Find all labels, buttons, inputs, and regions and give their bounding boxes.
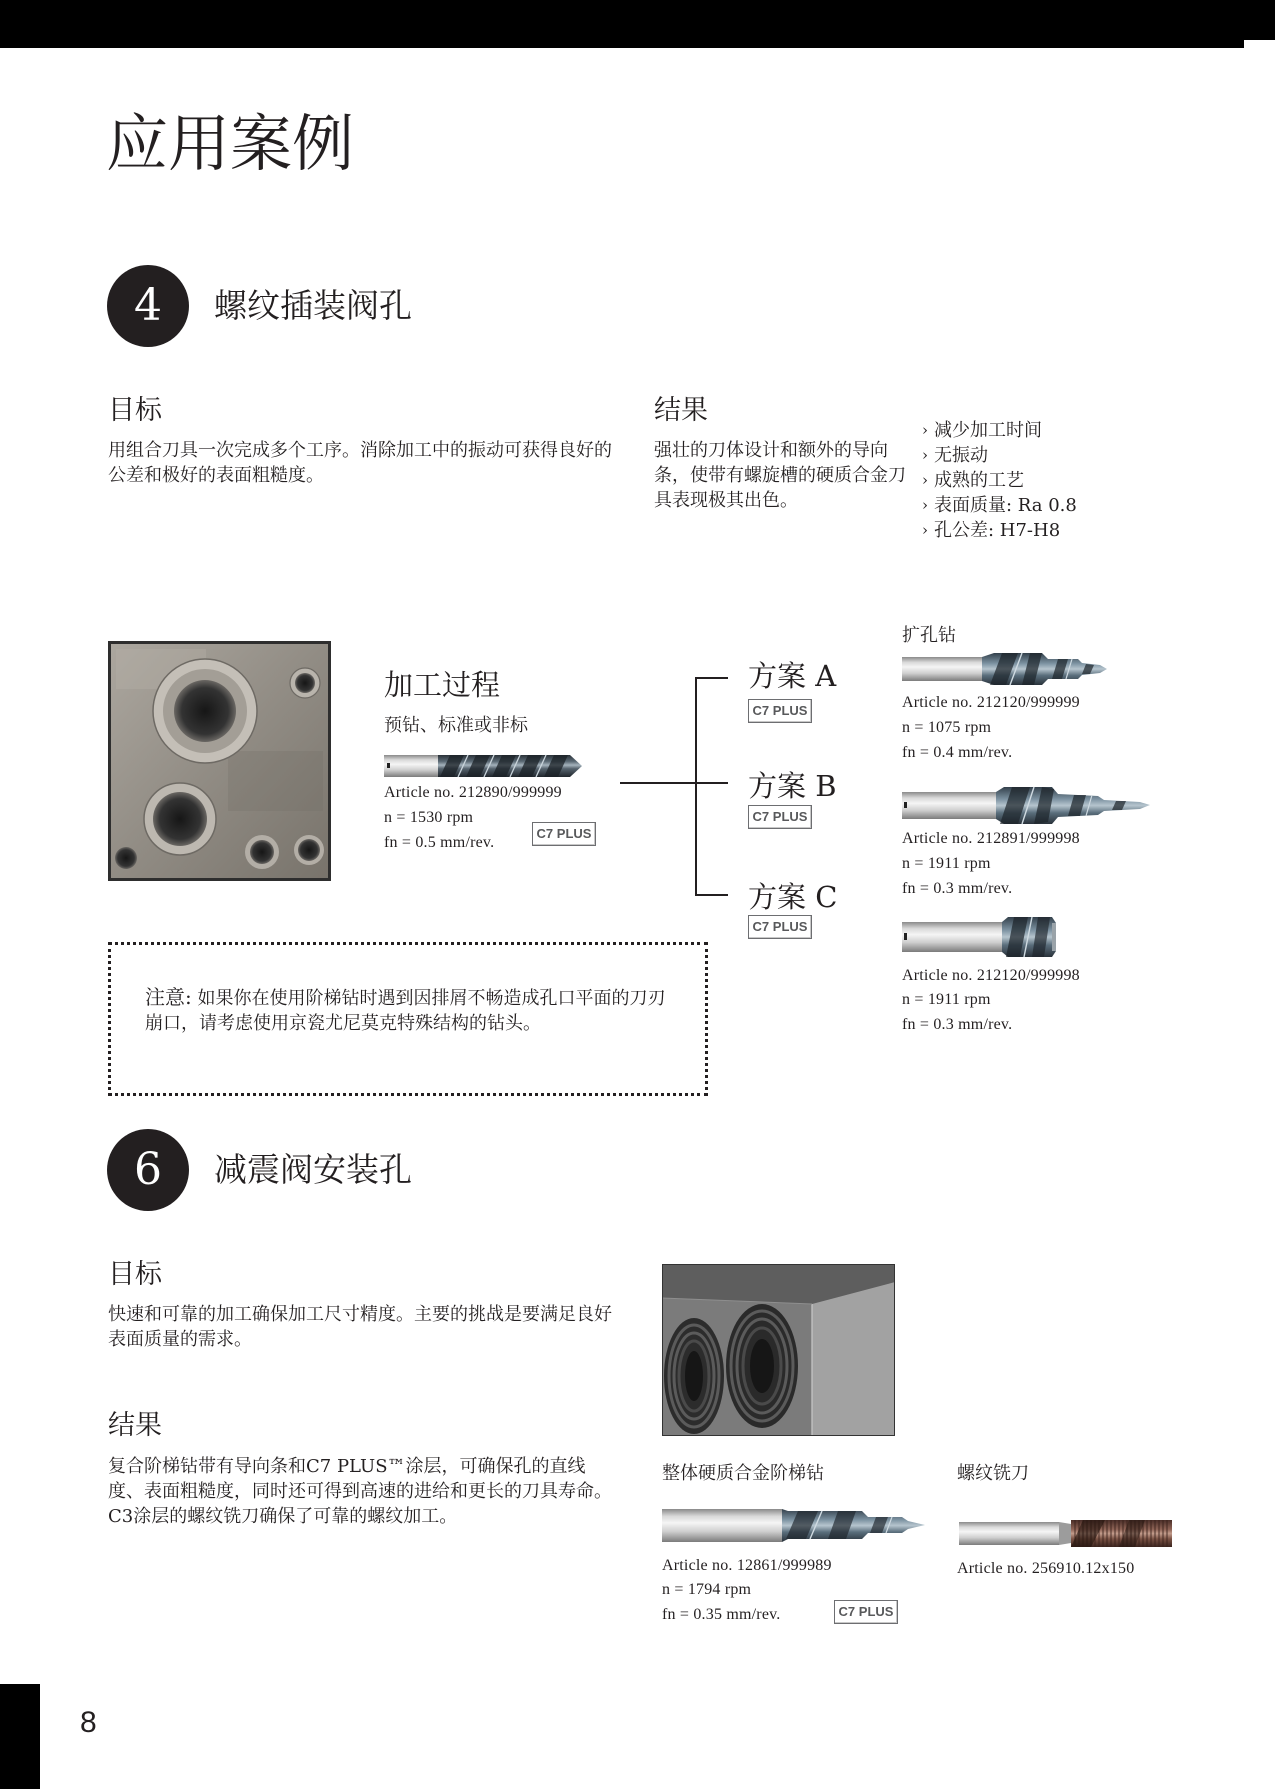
process-feed: fn = 0.5 mm/rev.	[384, 834, 495, 851]
drill-shank	[662, 1509, 782, 1542]
tool-b-feed: fn = 0.3 mm/rev.	[902, 880, 1013, 897]
option-b-label: 方案 B	[748, 769, 837, 803]
step-drill-heading: 整体硬质合金阶梯钻	[662, 1463, 824, 1484]
case-number-badge: 6	[107, 1129, 189, 1211]
result-bullet: › 成熟的工艺	[922, 468, 1077, 493]
step-drill-speed: n = 1794 rpm	[662, 1581, 752, 1598]
pre-drill-image	[384, 751, 582, 781]
top-bar	[0, 0, 1275, 48]
pre-drill-svg	[384, 751, 582, 781]
result-heading: 结果	[108, 1410, 162, 1441]
drill-shank	[902, 657, 982, 681]
drill-flutes	[782, 1509, 925, 1542]
connector-vertical	[695, 677, 697, 896]
step-drill-feed: fn = 0.35 mm/rev.	[662, 1606, 781, 1623]
workpiece-photo	[108, 641, 331, 881]
thread-mill-svg	[959, 1518, 1172, 1549]
c7-plus-badge: C7 PLUS	[748, 805, 812, 829]
tool-a-article: Article no. 212120/999999	[902, 694, 1080, 711]
step-drill-b-svg	[902, 784, 1150, 827]
process-article: Article no. 212890/999999	[384, 784, 562, 801]
tool-b-image	[902, 784, 1150, 827]
step-drill-a-svg	[902, 648, 1107, 690]
counterbore-hole-large	[153, 659, 257, 763]
step-drill-image	[662, 1504, 925, 1547]
tool-c-speed: n = 1911 rpm	[902, 991, 991, 1008]
small-hole-top-right	[290, 668, 320, 698]
option-c-label: 方案 C	[748, 880, 838, 914]
page-title: 应用案例	[106, 107, 355, 180]
valve-block-image	[108, 641, 331, 881]
drill-flutes	[982, 653, 1107, 685]
step-drill-article: Article no. 12861/999989	[662, 1557, 832, 1574]
threaded-hole-right	[726, 1304, 798, 1428]
drill-flutes	[438, 755, 582, 777]
goal-heading: 目标	[108, 395, 162, 426]
result-bullet: › 孔公差: H7-H8	[922, 518, 1077, 543]
option-a-label: 方案 A	[748, 659, 837, 693]
c7-plus-badge: C7 PLUS	[532, 822, 596, 846]
result-bullet-list	[922, 418, 1077, 543]
drill-head	[1002, 917, 1056, 957]
result-bullet: › 表面质量: Ra 0.8	[922, 493, 1077, 518]
result-text: 强壮的刀体设计和额外的导向条，使带有螺旋槽的硬质合金刀具表现极其出色。	[654, 440, 906, 511]
case-number-badge: 4	[107, 265, 189, 347]
c7-plus-badge: C7 PLUS	[748, 699, 812, 723]
page-number: 8	[80, 1706, 97, 1739]
c7-plus-badge: C7 PLUS	[834, 1600, 898, 1624]
tool-b-article: Article no. 212891/999998	[902, 830, 1080, 847]
page-number-bar	[0, 1684, 40, 1789]
note-text-block	[145, 985, 680, 1036]
tool-b-speed: n = 1911 rpm	[902, 855, 991, 872]
result-text: 复合阶梯钻带有导向条和C7 PLUS™涂层，可确保孔的直线度、表面粗糙度，同时还可得到高速的进给和更长的刀具寿命。C3涂层的螺纹铣刀确保了可靠的螺纹加工。	[108, 1456, 612, 1527]
process-speed: n = 1530 rpm	[384, 809, 474, 826]
threaded-hole-photo	[662, 1264, 895, 1436]
note-label: 注意:	[145, 985, 192, 1009]
mill-shank	[959, 1522, 1071, 1545]
c7-plus-badge: C7 PLUS	[748, 915, 812, 939]
result-bullet: › 减少加工时间	[922, 418, 1077, 443]
connector-main	[620, 782, 728, 784]
mill-thread	[1071, 1520, 1172, 1547]
result-heading: 结果	[654, 395, 708, 426]
goal-text: 用组合刀具一次完成多个工序。消除加工中的振动可获得良好的公差和极好的表面粗糙度。	[108, 440, 612, 486]
thread-mill-image	[959, 1518, 1172, 1549]
carbide-step-drill-svg	[662, 1504, 925, 1547]
tool-c-article: Article no. 212120/999998	[902, 967, 1080, 984]
goal-text: 快速和可靠的加工确保加工尺寸精度。主要的挑战是要满足良好表面质量的需求。	[108, 1304, 612, 1350]
thread-mill-heading: 螺纹铣刀	[957, 1463, 1029, 1484]
damper-block-image	[662, 1264, 895, 1436]
connector-branch-c	[695, 894, 728, 896]
process-heading: 加工过程	[384, 668, 501, 702]
thread-mill-article: Article no. 256910.12x150	[957, 1560, 1135, 1577]
drill-shank	[902, 922, 1002, 952]
tool-a-speed: n = 1075 rpm	[902, 719, 992, 736]
drill-shank	[384, 755, 438, 777]
case-heading: 减震阀安装孔	[214, 1150, 412, 1189]
process-subtitle: 预钻、标准或非标	[384, 715, 528, 736]
connector-branch-a	[695, 677, 728, 679]
counterbore-drill-c-svg	[902, 915, 1056, 959]
note-text: 如果你在使用阶梯钻时遇到因排屑不畅造成孔口平面的刀刃崩口，请考虑使用京瓷尤尼莫克特殊结构的钻头。	[145, 988, 666, 1034]
threaded-hole-left	[664, 1318, 724, 1434]
goal-heading: 目标	[108, 1259, 162, 1290]
drill-shank	[902, 792, 996, 819]
top-bar-notch	[1244, 40, 1275, 48]
tool-a-feed: fn = 0.4 mm/rev.	[902, 744, 1013, 761]
tool-header: 扩孔钻	[902, 625, 956, 646]
tool-c-feed: fn = 0.3 mm/rev.	[902, 1016, 1013, 1033]
tool-c-image	[902, 915, 1056, 959]
result-bullet: › 无振动	[922, 443, 1077, 468]
tool-a-image	[902, 648, 1107, 690]
counterbore-hole-lower	[144, 783, 216, 855]
case-heading: 螺纹插装阀孔	[214, 286, 412, 325]
drill-flutes	[996, 787, 1150, 824]
